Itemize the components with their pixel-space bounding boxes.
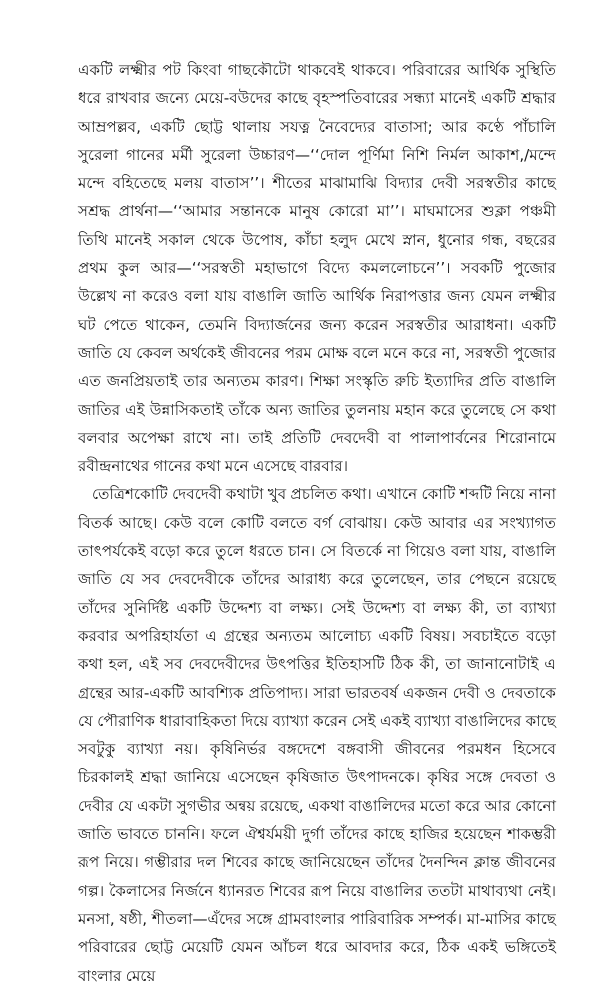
paragraph: তেত্রিশকোটি দেবদেবী কথাটা খুব প্রচলিত কথা। এখানে কোটি শব্দটি নিয়ে নানা বিতর্ক আছে। কেউ বলে কোটি বলতে বর্গ বোঝায়। কেউ আবার এর সংখ্যাগত তাৎপর্যকেই বড়ো করে তুলে ধরতে চান। সে বিতর্কে না গিয়েও বলা যায়, বাঙালি জাতি যে সব দেবদেবীকে তাঁদের আরাধ্য করে তুলেছেন, তার পেছনে রয়েছে তাঁদের সুনির্দিষ্ট একটি উদ্দেশ্য বা লক্ষ্য। সেই উদ্দেশ্য বা লক্ষ্য কী, তা ব্যাখ্যা করবার অপরিহার্যতা এ গ্রন্থের অন্যতম আলোচ্য একটি বিষয়। সবচাইতে বড়ো কথা হল, এই সব দেবদেবীদের উৎপত্তির ইতিহাসটি ঠিক কী, তা জানানোটাই এ গ্রন্থের আর-একটি আবশ্যিক প্রতিপাদ্য। সারা ভারতবর্ষ একজন দেবী ও দেবতাকে যে পৌরাণিক ধারাবাহিকতা দিয়ে ব্যাখ্যা করেন সেই একই ব্যাখ্যা বাঙালিদের কাছে সবটুকু ব্যাখ্যা নয়। কৃষিনির্ভর বঙ্গদেশে বঙ্গবাসী জীবনের পরমধন হিসেবে চিরকালই শ্রদ্ধা জানিয়ে এসেছেন কৃষিজাত উৎপাদনকে। কৃষির সঙ্গে দেবতা ও দেবীর যে একটা সুগভীর অন্বয় রয়েছে, একথা বাঙালিদের মতো করে আর কোনো জাতি ভাবতে চাননি। ফলে ঐশ্বর্যময়ী দুর্গা তাঁদের কাছে হাজির হয়েছেন শাকম্ভরী রূপ নিয়ে। গম্ভীরার দল শিবের কাছে জানিয়েছেন তাঁদের দৈনন্দিন ক্লান্ত জীবনের গল্প। কৈলাসের নির্জনে ধ্যানরত শিবের রূপ নিয়ে বাঙালির ততটা মাথাব্যথা নেই। মনসা, ষষ্ঠী, শীতলা—এঁদের সঙ্গে গ্রামবাংলার পারিবারিক সম্পর্ক। মা-মাসির কাছে পরিবারের ছোট্ট মেয়েটি যেমন আঁচল ধরে আবদার করে, ঠিক একই ভঙ্গিতেই বাংলার মেয়ে	[78, 485, 556, 985]
paragraph: একটি লক্ষ্মীর পট কিংবা গাছকৌটো থাকবেই থাকবে। পরিবারের আর্থিক সুস্থিতি ধরে রাখবার জন্যে মেয়ে-বউদের কাছে বৃহস্পতিবারের সন্ধ্যা মানেই একটি শ্রদ্ধার আম্রপল্লব, একটি ছোট্ট থালায় সযত্ন নৈবেদ্যের বাতাসা; আর কণ্ঠে পাঁচালি সুরেলা গানের মর্মী সুরেলা উচ্চারণ—‘‘দোল পূর্ণিমা নিশি নির্মল আকাশ,/মন্দে মন্দে বহিতেছে মলয় বাতাস’’। শীতের মাঝামাঝি বিদ্যার দেবী সরস্বতীর কাছে সশ্রদ্ধ প্রার্থনা—‘‘আমার সন্তানকে মানুষ কোরো মা’’। মাঘমাসের শুক্লা পঞ্চমী তিথি মানেই সকাল থেকে উপোষ, কাঁচা হলুদ মেখে স্নান, ধুনোর গন্ধ, বছরের প্রথম কুল আর—‘‘সরস্বতী মহাভাগে বিদ্যে কমললোচনে’’। সবকটি পুজোর উল্লেখ না করেও বলা যায় বাঙালি জাতি আর্থিক নিরাপত্তার জন্য যেমন লক্ষ্মীর ঘট পেতে থাকেন, তেমনি বিদ্যার্জনের জন্য করেন সরস্বতীর আরাধনা। একটি জাতি যে কেবল অর্থকেই জীবনের পরম মোক্ষ বলে মনে করে না, সরস্বতী পুজোর এত জনপ্রিয়তাই তার অন্যতম কারণ। শিক্ষা সংস্কৃতি রুচি ইত্যাদির প্রতি বাঙালি জাতির এই উন্নাসিকতাই তাঁকে অন্য জাতির তুলনায় মহান করে তুলেছে সে কথা বলবার অপেক্ষা রাখে না। তাই প্রতিটি দেবদেবী বা পালাপার্বনের শিরোনামে রবীন্দ্রনাথের গানের কথা মনে এসেছে বারবার।	[78, 61, 556, 476]
